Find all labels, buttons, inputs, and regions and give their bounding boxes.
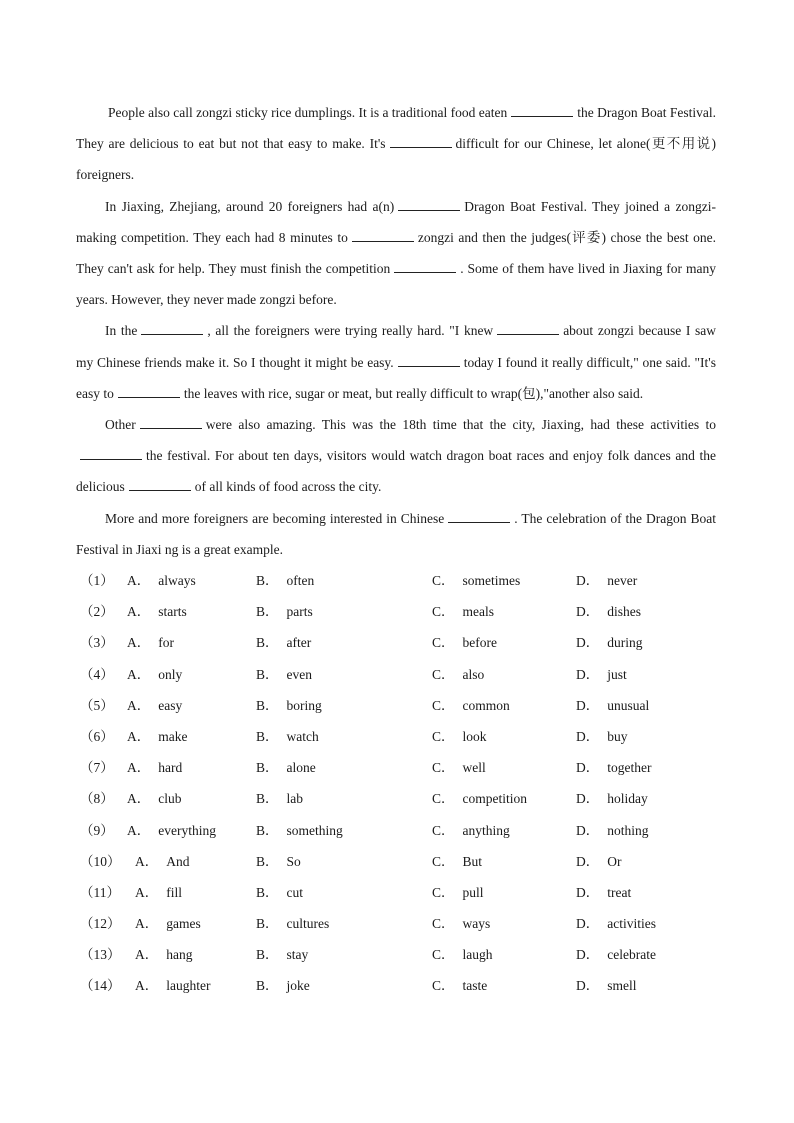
option-text: always: [158, 573, 196, 589]
answer-blank-12[interactable]: [129, 478, 191, 491]
option-b[interactable]: [256, 783, 303, 814]
option-letter: C．: [432, 947, 455, 963]
option-b[interactable]: [256, 752, 316, 783]
passage-paragraph-1: [76, 97, 716, 191]
option-b[interactable]: [256, 596, 313, 627]
option-text: parts: [286, 604, 313, 620]
option-text: ways: [462, 916, 491, 932]
option-letter: B．: [256, 791, 279, 807]
question-list: [76, 565, 716, 1002]
option-letter: B．: [256, 947, 279, 963]
passage-text: the leaves with rice, sugar or meat, but really difficult to wrap(包),"another also said.: [183, 385, 644, 401]
option-text: taste: [462, 978, 488, 994]
option-letter: D．: [576, 978, 600, 994]
option-letter: B．: [256, 666, 279, 682]
option-letter: B．: [256, 760, 279, 776]
question-row: [76, 846, 716, 877]
option-letter: D．: [576, 853, 600, 869]
option-c[interactable]: [432, 565, 520, 596]
option-text: nothing: [607, 822, 649, 838]
option-text: easy: [158, 697, 183, 713]
option-text: buy: [607, 728, 628, 744]
option-letter: B．: [256, 884, 279, 900]
option-letter: D．: [576, 822, 600, 838]
option-text: joke: [286, 978, 310, 994]
question-number: （11）: [80, 884, 120, 900]
question-number: （3）: [80, 635, 114, 651]
option-text: boring: [286, 697, 322, 713]
option-letter: C．: [432, 760, 455, 776]
option-b[interactable]: [256, 690, 322, 721]
option-text: fill: [166, 884, 182, 900]
option-letter: A．: [127, 760, 151, 776]
question-row: [76, 690, 716, 721]
option-a[interactable]: [135, 877, 182, 908]
option-a[interactable]: [135, 970, 210, 1001]
answer-blank-4[interactable]: [352, 229, 414, 242]
question-number: （5）: [80, 697, 114, 713]
option-c[interactable]: [432, 908, 490, 939]
question-number: （6）: [80, 728, 114, 744]
question-number: （14）: [80, 978, 121, 994]
option-text: after: [286, 635, 312, 651]
option-letter: B．: [256, 573, 279, 589]
option-d[interactable]: [576, 908, 656, 939]
passage-paragraph-3: [76, 315, 716, 409]
option-letter: C．: [432, 884, 455, 900]
passage-text: of all kinds of food across the city.: [194, 479, 382, 495]
option-letter: C．: [432, 604, 455, 620]
option-d[interactable]: [576, 596, 641, 627]
option-letter: C．: [432, 916, 455, 932]
question-number: （8）: [80, 791, 114, 807]
answer-blank-1[interactable]: [511, 104, 573, 117]
answer-blank-3[interactable]: [398, 198, 460, 211]
option-letter: A．: [135, 916, 159, 932]
option-a[interactable]: [135, 846, 190, 877]
option-b[interactable]: [256, 815, 343, 846]
option-text: competition: [462, 791, 528, 807]
option-letter: B．: [256, 635, 279, 651]
option-b[interactable]: [256, 659, 312, 690]
answer-blank-7[interactable]: [497, 322, 559, 335]
option-a[interactable]: [127, 596, 187, 627]
option-c[interactable]: [432, 752, 486, 783]
option-text: And: [166, 853, 190, 869]
option-letter: B．: [256, 604, 279, 620]
question-row: [76, 596, 716, 627]
option-letter: C．: [432, 822, 455, 838]
option-b[interactable]: [256, 721, 319, 752]
question-row: [76, 659, 716, 690]
option-c[interactable]: [432, 721, 487, 752]
passage-paragraph-2: [76, 191, 716, 316]
answer-blank-11[interactable]: [80, 447, 142, 460]
option-letter: D．: [576, 916, 600, 932]
option-text: holiday: [607, 791, 648, 807]
option-text: during: [607, 635, 643, 651]
option-letter: D．: [576, 884, 600, 900]
option-text: games: [166, 916, 201, 932]
option-letter: D．: [576, 604, 600, 620]
option-d[interactable]: [576, 690, 649, 721]
option-text: often: [286, 573, 315, 589]
option-text: something: [286, 822, 343, 838]
option-text: watch: [286, 728, 319, 744]
option-letter: D．: [576, 791, 600, 807]
option-text: before: [462, 635, 497, 651]
answer-blank-8[interactable]: [398, 354, 460, 367]
option-c[interactable]: [432, 846, 482, 877]
option-letter: B．: [256, 853, 279, 869]
option-letter: A．: [127, 822, 151, 838]
option-c[interactable]: [432, 815, 510, 846]
passage-text: . Some of them have lived in Jiaxing for many years. However, they never made zongzi before.: [76, 261, 716, 308]
question-row: [76, 815, 716, 846]
passage-paragraph-4: [76, 409, 716, 503]
option-d[interactable]: [576, 627, 643, 658]
option-c[interactable]: [432, 659, 484, 690]
option-text: well: [462, 760, 486, 776]
option-letter: A．: [127, 791, 151, 807]
passage-text: More and more foreigners are becoming interested in Chinese: [105, 510, 445, 526]
option-d[interactable]: [576, 659, 627, 690]
option-text: sometimes: [462, 573, 521, 589]
passage-text: were also amazing. This was the 18th time that the city, Jiaxing, had these activities to: [205, 417, 716, 433]
option-d[interactable]: [576, 721, 628, 752]
answer-blank-13[interactable]: [448, 510, 510, 523]
option-text: common: [462, 697, 510, 713]
option-d[interactable]: [576, 783, 648, 814]
answer-blank-9[interactable]: [118, 385, 180, 398]
question-row: [76, 627, 716, 658]
option-letter: D．: [576, 635, 600, 651]
option-letter: A．: [127, 573, 151, 589]
option-text: laughter: [166, 978, 211, 994]
option-text: only: [158, 666, 183, 682]
passage-text: . The celebration of the Dragon Boat Festival in Jiaxi ng is a great example.: [76, 510, 717, 557]
option-d[interactable]: [576, 565, 637, 596]
option-text: dishes: [607, 604, 641, 620]
option-text: lab: [286, 791, 304, 807]
option-b[interactable]: [256, 565, 314, 596]
answer-blank-10[interactable]: [140, 416, 202, 429]
question-number: （4）: [80, 666, 114, 682]
option-text: smell: [607, 978, 637, 994]
option-letter: A．: [127, 697, 151, 713]
option-a[interactable]: [127, 659, 182, 690]
option-c[interactable]: [432, 939, 493, 970]
option-letter: A．: [127, 635, 151, 651]
option-text: pull: [462, 884, 484, 900]
option-text: celebrate: [607, 947, 656, 963]
option-text: for: [158, 635, 174, 651]
option-letter: B．: [256, 728, 279, 744]
option-letter: D．: [576, 760, 600, 776]
passage-paragraph-5: [76, 503, 716, 565]
option-d[interactable]: [576, 815, 649, 846]
option-letter: B．: [256, 697, 279, 713]
option-text: anything: [462, 822, 510, 838]
option-text: stay: [286, 947, 309, 963]
passage-text: Other: [105, 417, 136, 433]
option-letter: A．: [127, 604, 151, 620]
option-b[interactable]: [256, 877, 303, 908]
option-letter: A．: [135, 853, 159, 869]
option-a[interactable]: [135, 908, 201, 939]
exam-page: [76, 97, 716, 1002]
passage-text: People also call zongzi sticky rice dumplings. It is a traditional food eaten: [108, 105, 508, 120]
passage-text: the Dragon Boat Festival. They are delicious to eat but not that easy to make. It's: [76, 105, 716, 152]
answer-blank-6[interactable]: [141, 322, 203, 335]
option-text: starts: [158, 604, 187, 620]
option-letter: C．: [432, 853, 455, 869]
option-text: just: [607, 666, 627, 682]
option-text: So: [286, 853, 301, 869]
option-text: alone: [286, 760, 316, 776]
option-a[interactable]: [127, 565, 196, 596]
option-letter: B．: [256, 978, 279, 994]
option-letter: C．: [432, 791, 455, 807]
option-text: make: [158, 728, 188, 744]
option-text: laugh: [462, 947, 493, 963]
question-row: [76, 752, 716, 783]
question-row: [76, 565, 716, 596]
option-b[interactable]: [256, 627, 311, 658]
option-text: cut: [286, 884, 304, 900]
option-c[interactable]: [432, 970, 487, 1001]
option-b[interactable]: [256, 908, 329, 939]
option-letter: B．: [256, 916, 279, 932]
option-letter: A．: [135, 884, 159, 900]
option-text: Or: [607, 853, 622, 869]
question-row: [76, 783, 716, 814]
option-letter: A．: [135, 947, 159, 963]
option-letter: A．: [127, 728, 151, 744]
option-text: everything: [158, 822, 216, 838]
passage-text: In Jiaxing, Zhejiang, around 20 foreigners had a(n): [105, 198, 395, 214]
question-number: （2）: [80, 604, 114, 620]
option-a[interactable]: [135, 939, 193, 970]
option-letter: C．: [432, 697, 455, 713]
option-text: cultures: [286, 916, 330, 932]
passage-text: difficult for our Chinese, let alone(更不用说) foreigners.: [76, 136, 716, 183]
option-text: activities: [607, 916, 656, 932]
option-letter: C．: [432, 728, 455, 744]
option-text: hang: [166, 947, 193, 963]
passage-text: the festival. For about ten days, visitors would watch dragon boat races and enjoy folk dances and the delicious: [76, 448, 716, 495]
option-text: together: [607, 760, 652, 776]
answer-blank-2[interactable]: [390, 135, 452, 148]
option-letter: C．: [432, 666, 455, 682]
option-text: But: [462, 853, 483, 869]
answer-blank-5[interactable]: [394, 260, 456, 273]
option-letter: D．: [576, 573, 600, 589]
question-number: （9）: [80, 822, 114, 838]
option-letter: A．: [127, 666, 151, 682]
option-letter: D．: [576, 728, 600, 744]
question-row: [76, 939, 716, 970]
question-number: （12）: [80, 916, 121, 932]
question-row: [76, 721, 716, 752]
question-number: （13）: [80, 947, 121, 963]
question-row: [76, 970, 716, 1001]
option-text: even: [286, 666, 312, 682]
option-text: club: [158, 791, 182, 807]
question-number: （10）: [80, 853, 121, 869]
option-text: look: [462, 728, 487, 744]
option-c[interactable]: [432, 877, 484, 908]
passage-text: In the: [105, 323, 138, 339]
passage-text: today I found it really difficult," one said. "It's easy to: [76, 354, 716, 401]
option-a[interactable]: [127, 815, 216, 846]
option-c[interactable]: [432, 783, 527, 814]
option-letter: D．: [576, 697, 600, 713]
option-d[interactable]: [576, 752, 651, 783]
passage-text: Dragon Boat Festival. They joined a zongzi-making competition. They each had 8 minutes to: [76, 198, 716, 245]
passage-text: zongzi and then the judges(评委) chose the best one. They can't ask for help. They must finish the competition: [76, 229, 716, 277]
option-a[interactable]: [127, 752, 182, 783]
option-d[interactable]: [576, 970, 637, 1001]
option-c[interactable]: [432, 627, 497, 658]
option-letter: C．: [432, 635, 455, 651]
option-c[interactable]: [432, 596, 494, 627]
option-text: unusual: [607, 697, 650, 713]
option-text: hard: [158, 760, 183, 776]
option-d[interactable]: [576, 877, 631, 908]
option-text: also: [462, 666, 485, 682]
option-letter: C．: [432, 978, 455, 994]
option-a[interactable]: [127, 721, 188, 752]
option-letter: C．: [432, 573, 455, 589]
question-row: [76, 908, 716, 939]
option-a[interactable]: [127, 627, 174, 658]
passage-text: , all the foreigners were trying really hard. "I knew: [207, 323, 494, 339]
option-text: never: [607, 573, 638, 589]
question-row: [76, 877, 716, 908]
option-b[interactable]: [256, 939, 308, 970]
option-d[interactable]: [576, 939, 656, 970]
option-text: meals: [462, 604, 495, 620]
option-letter: D．: [576, 666, 600, 682]
option-text: treat: [607, 884, 632, 900]
option-letter: A．: [135, 978, 159, 994]
question-number: （7）: [80, 760, 114, 776]
option-c[interactable]: [432, 690, 510, 721]
question-number: （1）: [80, 573, 114, 589]
option-d[interactable]: [576, 846, 622, 877]
option-a[interactable]: [127, 783, 182, 814]
option-a[interactable]: [127, 690, 182, 721]
option-letter: B．: [256, 822, 279, 838]
passage-text: about zongzi because I saw my Chinese friends make it. So I thought it might be easy.: [76, 323, 716, 370]
option-letter: D．: [576, 947, 600, 963]
option-b[interactable]: [256, 846, 301, 877]
option-b[interactable]: [256, 970, 310, 1001]
